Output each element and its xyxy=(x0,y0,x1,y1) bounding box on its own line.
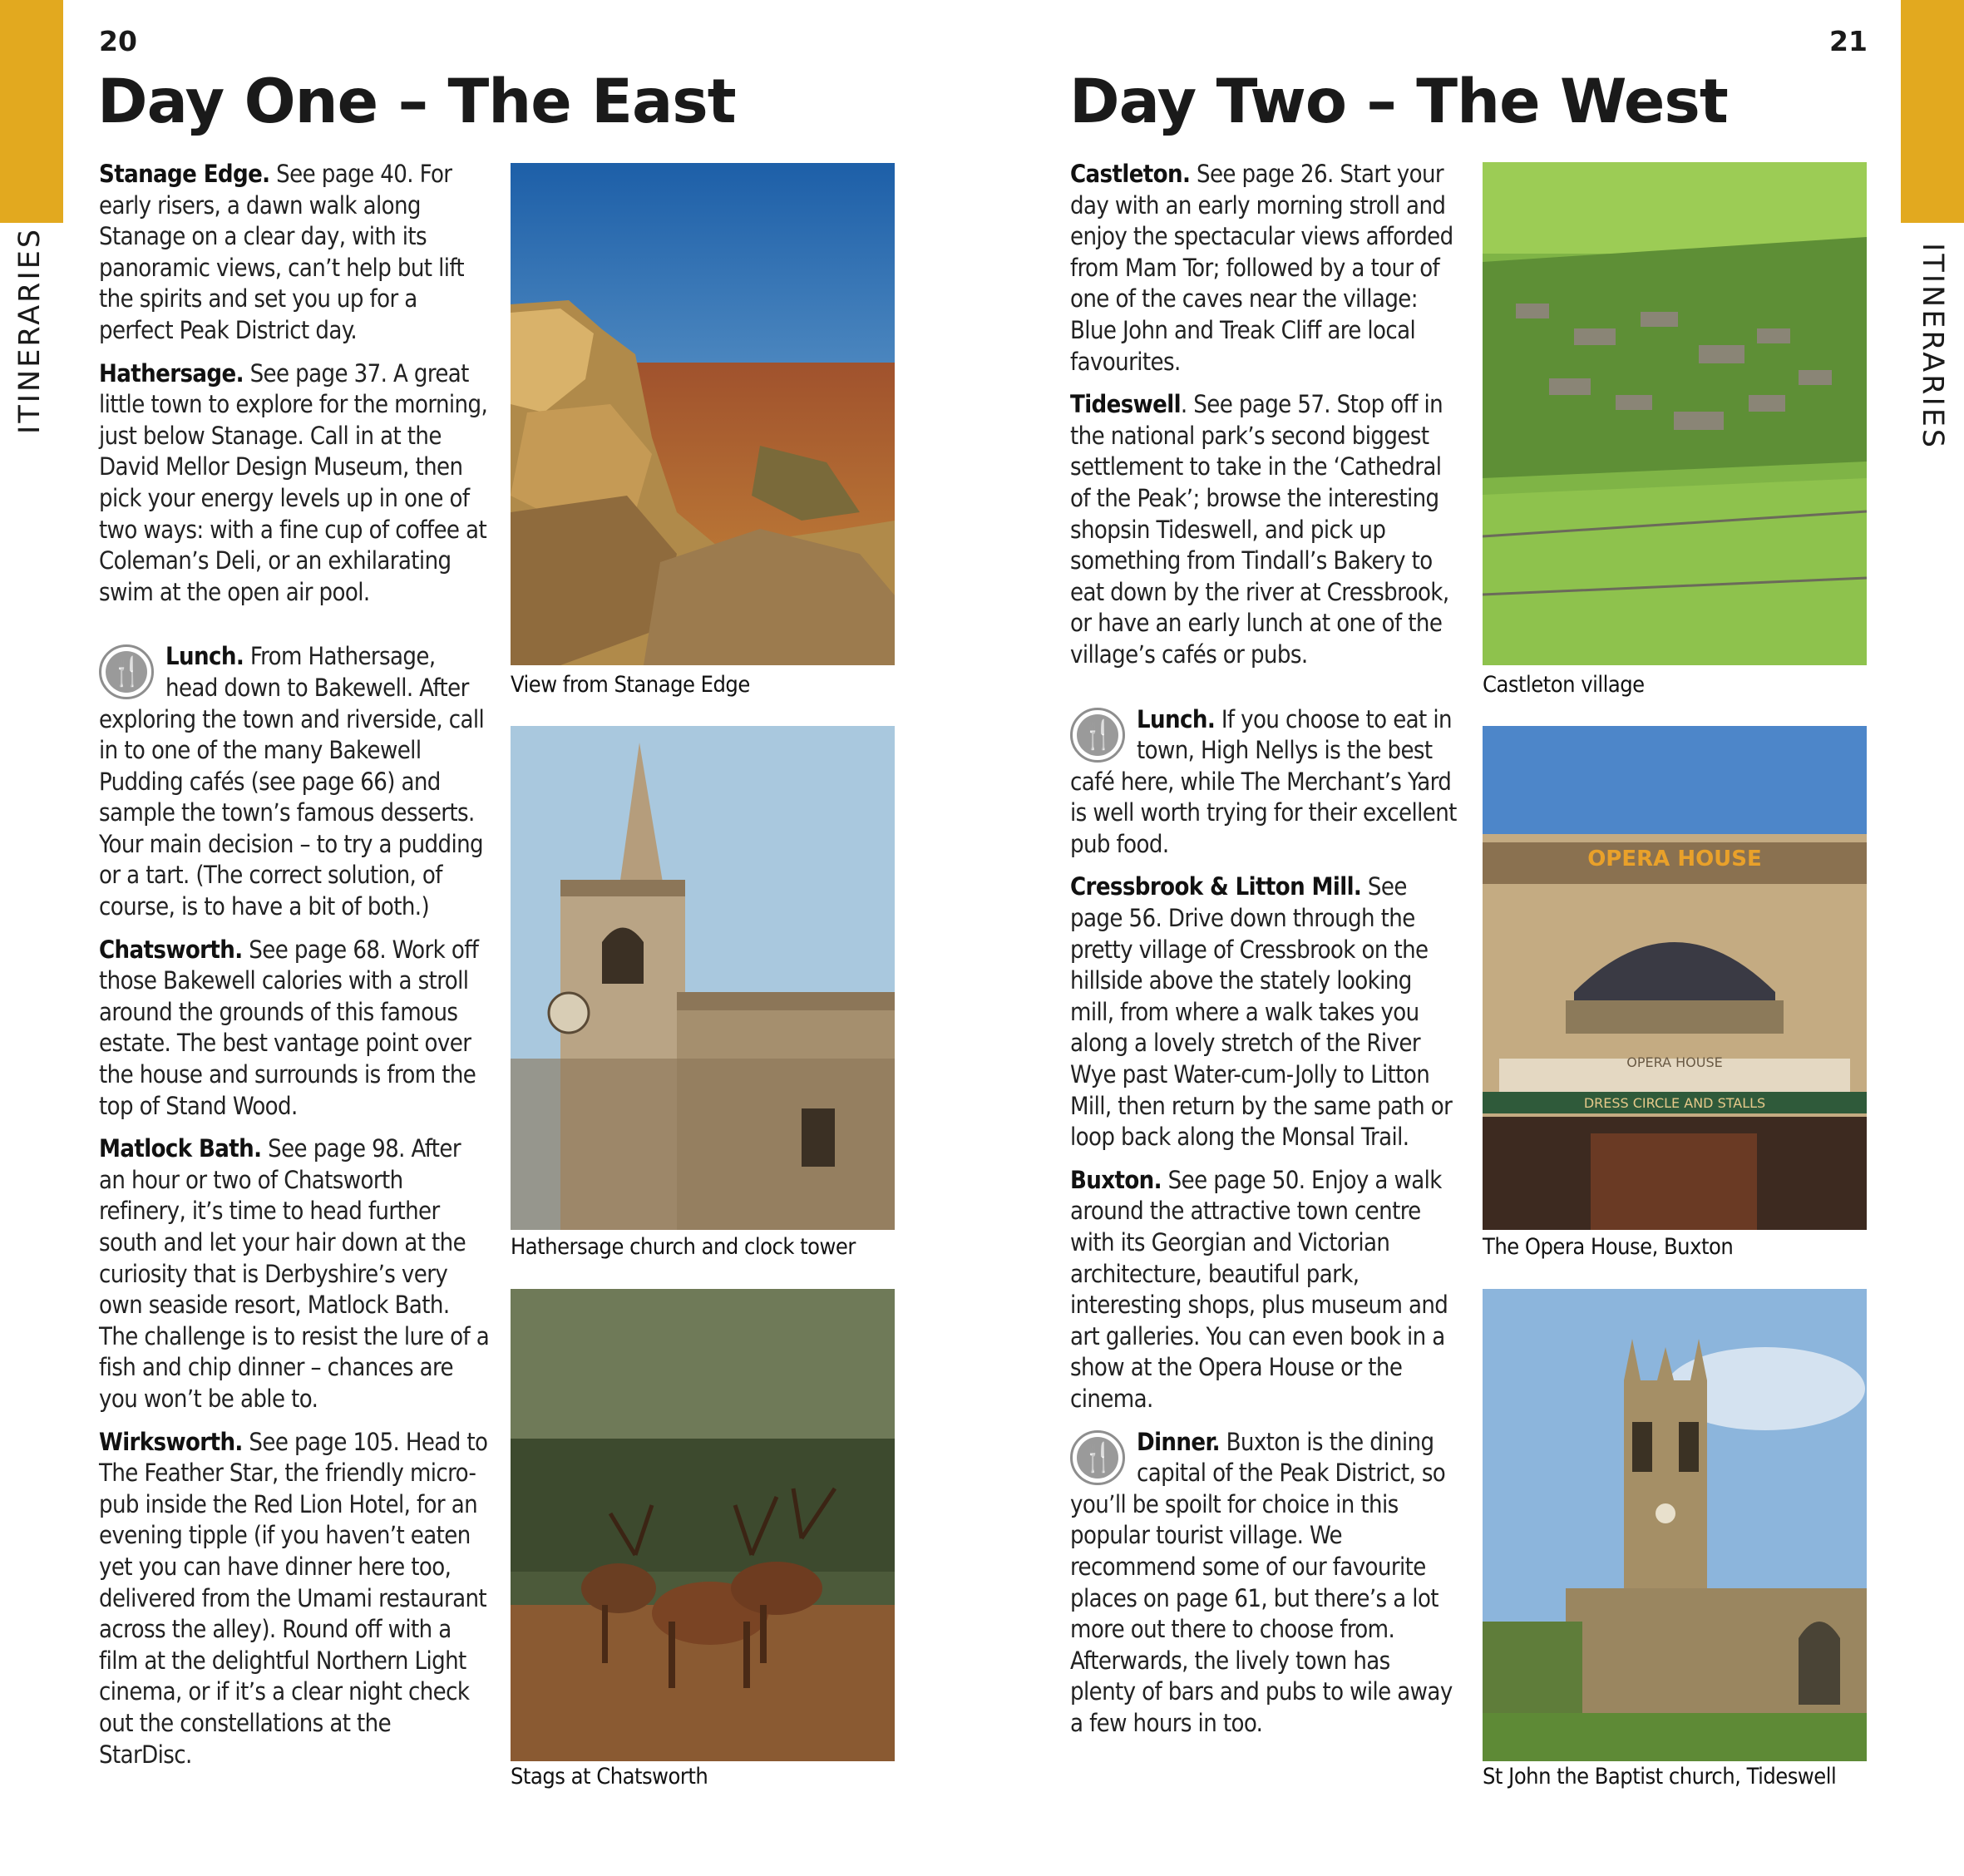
photo-st-john-church xyxy=(1483,1289,1867,1761)
entry-dinner xyxy=(1070,1427,1461,1740)
entry-buxton xyxy=(1070,1165,1461,1415)
entry-text: See page 26. Start your day with an early morning stroll and enjoy the spectacular views afforded from Mam Tor; followed by a tour of one of the caves near the village: Blue John and Treak Cliff are local favourites. xyxy=(1070,160,1453,376)
entry-chatsworth xyxy=(99,935,490,1123)
entry-text: See page 37. A great little town to explore for the morning, just below Stanage. Call in at the David Mellor Design Museum, then pick your energy levels up in one of two ways: with a fine cup of coffee at Coleman’s Deli, or an exhilarating swim at the open air pool. xyxy=(99,358,488,606)
right-text-column xyxy=(1070,159,1461,1751)
entry-hathersage xyxy=(99,358,490,609)
opera-banner: DRESS CIRCLE AND STALLS xyxy=(1583,1095,1766,1111)
entry-heading: Tideswell xyxy=(1070,390,1181,419)
entry-matlock-bath xyxy=(99,1133,490,1414)
entry-text: If you choose to eat in town, High Nellys is the best café here, while The Merchant’s Yard is well worth trying for their excellent pub food. xyxy=(1070,704,1457,858)
section-tab-right xyxy=(1901,0,1964,223)
opera-sign-small: OPERA HOUSE xyxy=(1626,1054,1723,1070)
entry-heading: Lunch. xyxy=(165,642,244,671)
entry-cressbrook xyxy=(1070,871,1461,1153)
entry-stanage-edge xyxy=(99,159,490,347)
entry-heading: Wirksworth. xyxy=(99,1427,243,1456)
section-tab-left xyxy=(0,0,63,223)
opera-sign: OPERA HOUSE xyxy=(1587,847,1762,871)
entry-text: See page 105. Head to The Feather Star, the friendly micro-pub inside the Red Lion Hotel, for an evening tipple (if you haven’t eaten yet you can have dinner here too, delivered from the Umami restaurant across the alley). Round off with a film at the delightful Northern Light cinema, or if it’s a clear night check out the constellations at the StarDisc. xyxy=(99,1427,488,1769)
photo-opera-house xyxy=(1483,726,1867,1230)
entry-castleton xyxy=(1070,159,1461,378)
entry-text: See page 50. Enjoy a walk around the attractive town centre with its Georgian and Victorian architecture, beautiful park, interesting shops, plus museum and art galleries. You can even book in a show at the Opera House or the cinema. xyxy=(1070,1165,1448,1413)
caption-hathersage-church: Hathersage church and clock tower xyxy=(511,1234,856,1260)
fork-knife-icon: 🍴 xyxy=(1070,1430,1125,1485)
caption-stanage-edge: View from Stanage Edge xyxy=(511,672,750,698)
entry-heading: Lunch. xyxy=(1137,704,1216,733)
page-number-left: 20 xyxy=(99,25,137,57)
entry-tideswell xyxy=(1070,389,1461,670)
caption-castleton-village: Castleton village xyxy=(1483,672,1645,698)
page-title-right: Day Two – The West xyxy=(1069,67,1728,137)
entry-text: . See page 57. Stop off in the national park’s second biggest settlement to take in the ‘Cathedral of the Peak’; browse the interesting shopsin Tideswell, and pick up something from Tindall’s Bakery to eat down by the river at Cressbrook, or have an early lunch at one of the village’s cafés or pubs. xyxy=(1070,390,1449,669)
entry-text: See page 98. After an hour or two of Chatsworth refinery, it’s time to head further south and let your hair down at the curiosity that is Derbyshire’s very own seaside resort, Matlock Bath. The challenge is to resist the lure of a fish and chip dinner – chances are you won’t be able to. xyxy=(99,1134,490,1413)
entry-heading: Stanage Edge. xyxy=(99,160,270,188)
section-label-right: ITINERARIES xyxy=(1916,243,1949,451)
section-label-left: ITINERARIES xyxy=(13,226,47,434)
entry-heading: Matlock Bath. xyxy=(99,1134,262,1163)
entry-text: From Hathersage, head down to Bakewell. After exploring the town and riverside, call in to one of the many Bakewell Pudding cafés (see page 66) and sample the town’s famous desserts. Your main decision – to try a pudding or a tart. (The correct solution, of course, is to have a bit of both.) xyxy=(99,642,485,921)
entry-heading: Buxton. xyxy=(1070,1165,1162,1194)
photo-stags-chatsworth xyxy=(511,1289,895,1761)
entry-text: Buxton is the dining capital of the Peak District, so you’ll be spoilt for choice in this popular tourist village. We recommend some of our favourite places on page 61, but there’s a lot more out there to choose from. Afterwards, the lively town has plenty of bars and pubs to wile away a few hours in too. xyxy=(1070,1427,1453,1737)
entry-text: See page 40. For early risers, a dawn walk along Stanage on a clear day, with its panoramic views, can’t help but lift the spirits and set you up for a perfect Peak District day. xyxy=(99,160,465,344)
page-number-right: 21 xyxy=(1829,25,1868,57)
entry-text: See page 68. Work off those Bakewell calories with a stroll around the grounds of this famous estate. The best vantage point over the house and surrounds is from the top of Stand Wood. xyxy=(99,935,479,1120)
entry-wirksworth xyxy=(99,1427,490,1771)
entry-text: See page 56. Drive down through the pretty village of Cressbrook on the hillside above the stately looking mill, from where a walk takes you along a lovely stretch of the River Wye past Water-cum-Jolly to Litton Mill, then return by the same path or loop back along the Monsal Trail. xyxy=(1070,872,1453,1152)
photo-stanage-edge xyxy=(511,163,895,665)
entry-lunch xyxy=(99,641,490,922)
entry-heading: Hathersage. xyxy=(99,358,244,388)
photo-hathersage-church xyxy=(511,726,895,1230)
fork-knife-icon: 🍴 xyxy=(1070,708,1125,763)
page-title-left: Day One – The East xyxy=(97,67,736,137)
left-text-column xyxy=(99,159,490,1782)
entry-heading: Cressbrook & Litton Mill. xyxy=(1070,872,1362,901)
entry-heading: Castleton. xyxy=(1070,160,1191,188)
entry-lunch xyxy=(1070,704,1461,861)
caption-opera-house: The Opera House, Buxton xyxy=(1483,1234,1734,1260)
entry-heading: Dinner. xyxy=(1137,1427,1220,1456)
fork-knife-icon: 🍴 xyxy=(99,644,154,699)
photo-castleton-village xyxy=(1483,162,1867,665)
entry-heading: Chatsworth. xyxy=(99,935,243,964)
caption-stags-chatsworth: Stags at Chatsworth xyxy=(511,1764,708,1790)
caption-st-john-church: St John the Baptist church, Tideswell xyxy=(1483,1764,1837,1790)
